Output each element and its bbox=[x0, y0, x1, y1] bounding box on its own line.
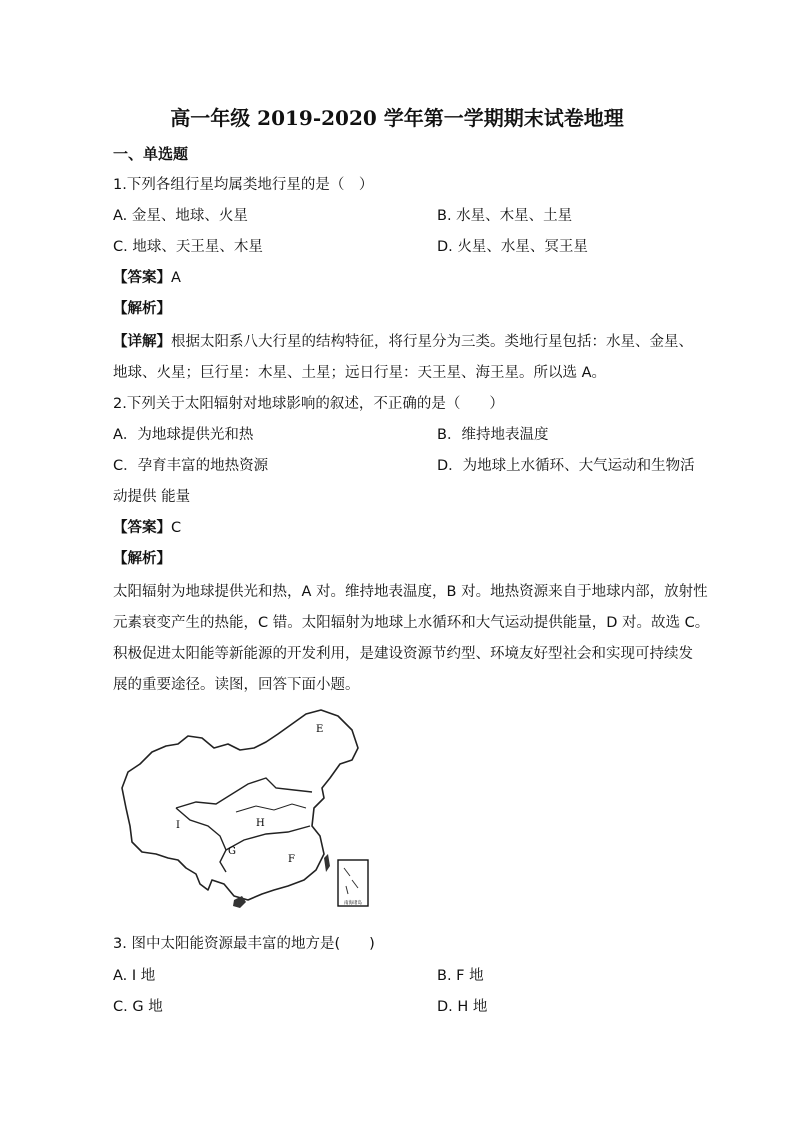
answer-label: 【答案】 bbox=[113, 270, 171, 286]
china-map-figure bbox=[116, 708, 376, 916]
answer-value: A bbox=[171, 270, 181, 286]
taiwan-island bbox=[324, 854, 330, 872]
q1-option-a: A. 金星、地球、火星 bbox=[113, 208, 248, 224]
q3-option-b: B. F 地 bbox=[437, 968, 484, 984]
q2-stem: 2.下列关于太阳辐射对地球影响的叙述，不正确的是（ ） bbox=[113, 396, 504, 412]
q3-stem: 3. 图中太阳能资源最丰富的地方是( ) bbox=[113, 936, 375, 952]
map-label-g: G bbox=[228, 846, 236, 857]
region-boundary-north bbox=[176, 778, 312, 808]
map-label-e: E bbox=[316, 724, 324, 735]
q3-option-d: D. H 地 bbox=[437, 999, 488, 1015]
q1-option-b: B. 水星、木星、土星 bbox=[437, 208, 573, 224]
q2-option-d-continued: 动提供 能量 bbox=[113, 489, 191, 505]
q2-option-a: A．为地球提供光和热 bbox=[113, 427, 254, 443]
q2-analysis-label: 【解析】 bbox=[113, 551, 171, 567]
detail-label: 【详解】 bbox=[113, 334, 171, 350]
q2-option-c: C．孕育丰富的地热资源 bbox=[113, 458, 269, 474]
q1-option-c: C. 地球、天王星、木星 bbox=[113, 239, 263, 255]
q2-option-b: B．维持地表温度 bbox=[437, 427, 549, 443]
q2-answer bbox=[113, 518, 181, 538]
region-boundary-plateau bbox=[176, 808, 226, 872]
q1-detail-line-1 bbox=[113, 332, 693, 352]
q1-stem: 1.下列各组行星均属类地行星的是（ ） bbox=[113, 177, 374, 193]
map-label-i: I bbox=[176, 820, 180, 831]
answer-label: 【答案】 bbox=[113, 520, 171, 536]
q3-option-c: C. G 地 bbox=[113, 999, 163, 1015]
intro-line-1: 积极促进太阳能等新能源的开发利用，是建设资源节约型、环境友好型社会和实现可持续发 bbox=[113, 646, 693, 662]
q2-option-d: D．为地球上水循环、大气运动和生物活 bbox=[437, 458, 695, 474]
region-boundary-south bbox=[226, 826, 310, 850]
answer-value: C bbox=[171, 520, 182, 536]
map-label-f: F bbox=[288, 854, 295, 865]
q2-analysis-line-1: 太阳辐射为地球提供光和热，A 对。维持地表温度，B 对。地热资源来自于地球内部，放射性 bbox=[113, 584, 708, 600]
intro-line-2: 展的重要途径。读图，回答下面小题。 bbox=[113, 677, 360, 693]
q2-analysis-line-2: 元素衰变产生的热能，C 错。太阳辐射为地球上水循环和大气运动提供能量，D 对。故选 C。 bbox=[113, 615, 710, 631]
map-label-h: H bbox=[256, 818, 265, 829]
detail-text: 根据太阳系八大行星的结构特征，将行星分为三类。类地行星包括：水星、金星、 bbox=[171, 334, 693, 350]
inset-caption: 南海诸岛 bbox=[344, 901, 362, 906]
q3-option-a: A. I 地 bbox=[113, 968, 156, 984]
inner-river bbox=[236, 804, 306, 812]
section-title: 一、单选题 bbox=[113, 145, 189, 163]
hainan-island bbox=[233, 896, 246, 908]
south-sea-inset-frame bbox=[338, 860, 368, 906]
q1-detail-line-2: 地球、火星；巨行星：木星、土星；远日行星：天王星、海王星。所以选 A。 bbox=[113, 365, 607, 381]
page-title: 高一年级 2019-2020 学年第一学期期末试卷地理 bbox=[170, 106, 624, 130]
q1-analysis-label: 【解析】 bbox=[113, 301, 171, 317]
country-outline bbox=[122, 710, 358, 900]
q1-answer bbox=[113, 268, 181, 288]
q1-option-d: D. 火星、水星、冥王星 bbox=[437, 239, 588, 255]
